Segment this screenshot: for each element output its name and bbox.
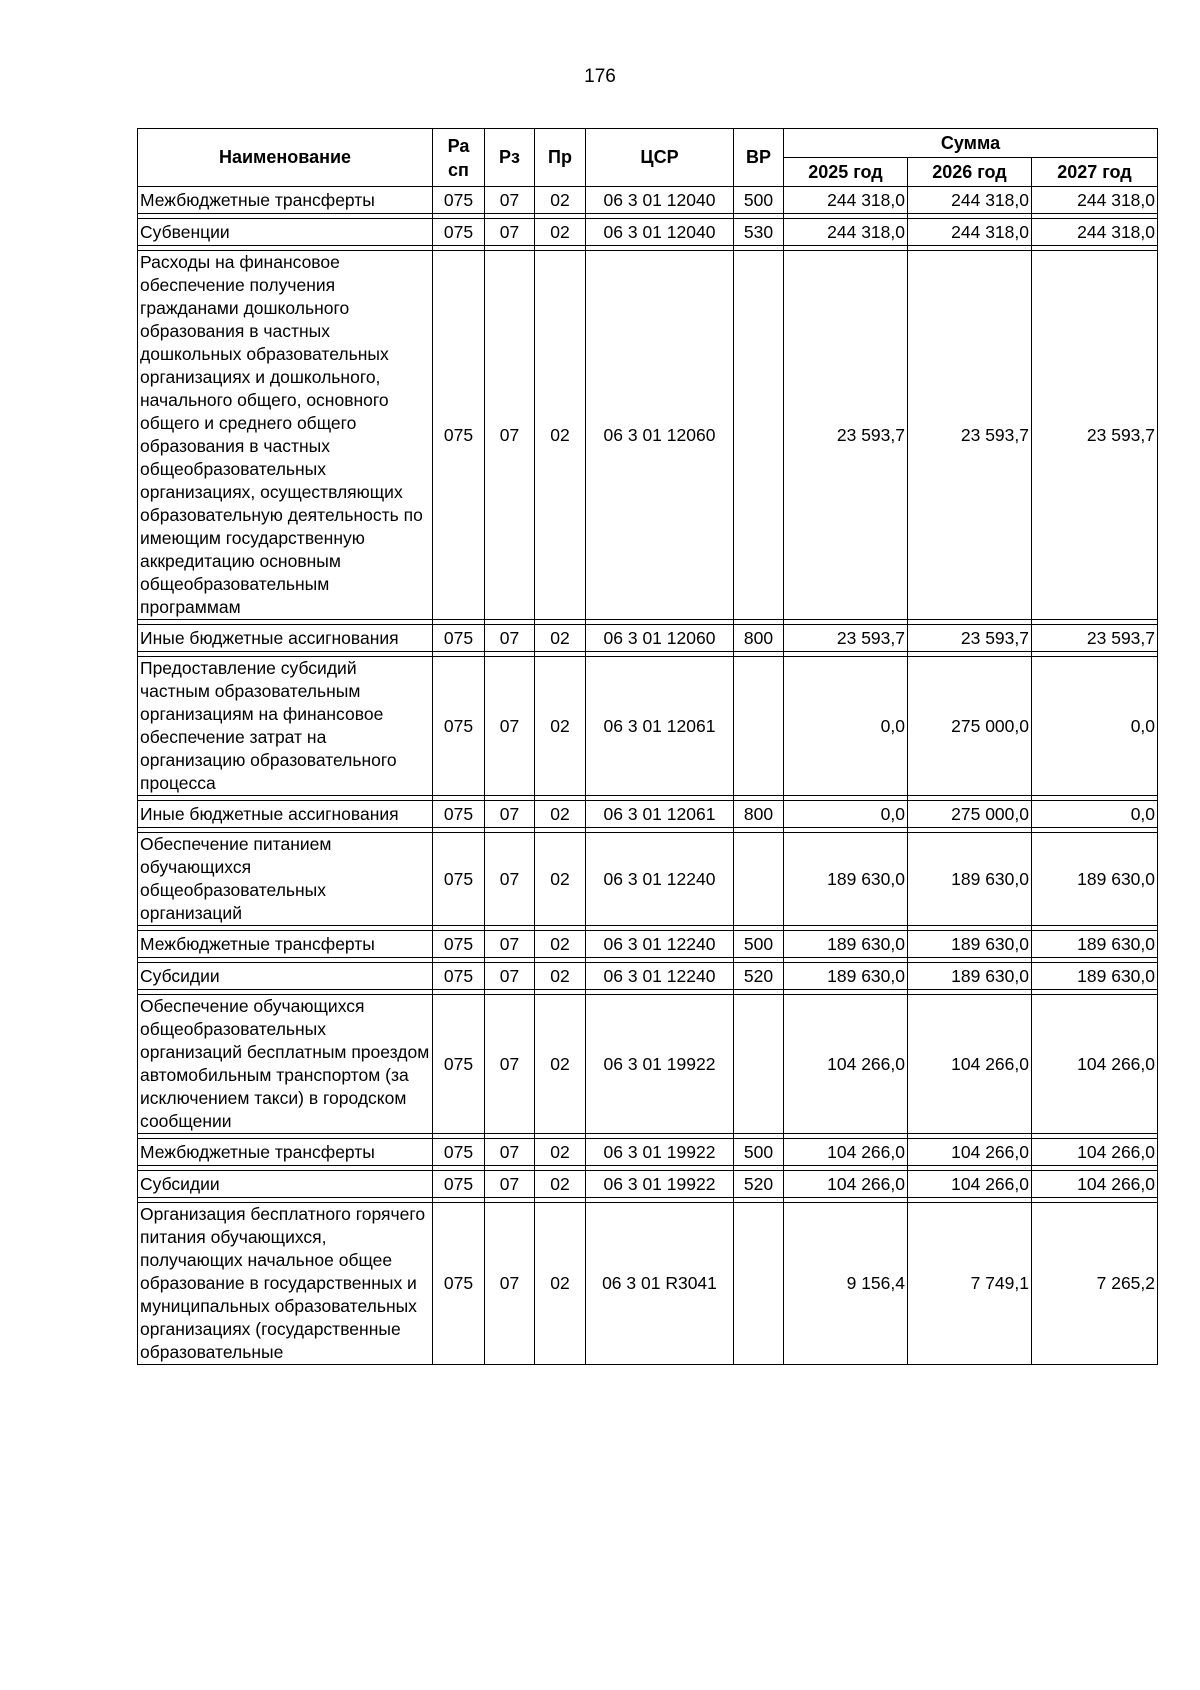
cell-2027: 244 318,0 — [1032, 187, 1158, 214]
cell-2025: 189 630,0 — [784, 931, 908, 958]
cell-2025: 104 266,0 — [784, 995, 908, 1134]
cell-2026: 189 630,0 — [908, 963, 1032, 990]
cell-2026: 275 000,0 — [908, 801, 1032, 828]
cell-2025: 244 318,0 — [784, 187, 908, 214]
cell-rz: 07 — [485, 1203, 535, 1365]
cell-name: Расходы на финансовое обеспечение получения гражданами дошкольного образования в частных дошкольных образовательных организациях и дошкольного, начального общего, основного общего и среднего общего образования в частных общеобразовательных организациях, осуществляющих образовательную деятельность по имеющим государственную аккредитацию основным общеобразовательным программам — [138, 251, 433, 620]
cell-rasp: 075 — [433, 1203, 485, 1365]
table-row — [138, 1171, 1158, 1198]
cell-2025: 189 630,0 — [784, 833, 908, 926]
cell-2026: 189 630,0 — [908, 833, 1032, 926]
header-2026: 2026 год — [908, 158, 1032, 187]
cell-rasp: 075 — [433, 657, 485, 796]
cell-rz: 07 — [485, 657, 535, 796]
cell-rz: 07 — [485, 1171, 535, 1198]
cell-name: Обеспечение питанием обучающихся общеобразовательных организаций — [138, 833, 433, 926]
cell-vr — [734, 657, 784, 796]
cell-rasp: 075 — [433, 995, 485, 1134]
cell-name: Субсидии — [138, 963, 433, 990]
cell-pr: 02 — [535, 219, 586, 246]
cell-vr: 520 — [734, 1171, 784, 1198]
table-row — [138, 625, 1158, 652]
cell-rasp: 075 — [433, 833, 485, 926]
cell-csr: 06 3 01 12060 — [586, 625, 734, 652]
table-row — [138, 963, 1158, 990]
cell-csr: 06 3 01 12061 — [586, 801, 734, 828]
table-row — [138, 931, 1158, 958]
cell-vr — [734, 1203, 784, 1365]
cell-rasp: 075 — [433, 219, 485, 246]
cell-rasp: 075 — [433, 931, 485, 958]
header-sum: Сумма — [784, 129, 1158, 158]
cell-csr: 06 3 01 12060 — [586, 251, 734, 620]
cell-rasp: 075 — [433, 963, 485, 990]
table-body — [138, 187, 1158, 1365]
cell-pr: 02 — [535, 963, 586, 990]
cell-pr: 02 — [535, 1139, 586, 1166]
cell-rz: 07 — [485, 995, 535, 1134]
table-row — [138, 1203, 1158, 1365]
table-row — [138, 657, 1158, 796]
cell-2027: 0,0 — [1032, 801, 1158, 828]
cell-vr: 800 — [734, 801, 784, 828]
table-header — [138, 129, 1158, 187]
cell-name: Обеспечение обучающихся общеобразовательных организаций бесплатным проездом автомобильным транспортом (за исключением такси) в городском сообщении — [138, 995, 433, 1134]
table-row — [138, 187, 1158, 214]
cell-rasp: 075 — [433, 251, 485, 620]
cell-name: Иные бюджетные ассигнования — [138, 625, 433, 652]
cell-rz: 07 — [485, 931, 535, 958]
cell-2027: 189 630,0 — [1032, 833, 1158, 926]
cell-vr: 530 — [734, 219, 784, 246]
cell-vr: 520 — [734, 963, 784, 990]
cell-vr — [734, 833, 784, 926]
cell-2025: 104 266,0 — [784, 1139, 908, 1166]
header-name: Наименование — [138, 129, 433, 187]
cell-csr: 06 3 01 12240 — [586, 931, 734, 958]
cell-rz: 07 — [485, 1139, 535, 1166]
cell-rz: 07 — [485, 251, 535, 620]
header-2027: 2027 год — [1032, 158, 1158, 187]
cell-csr: 06 3 01 12240 — [586, 833, 734, 926]
header-rasp-text: Ра сп — [447, 135, 470, 180]
cell-csr: 06 3 01 12040 — [586, 219, 734, 246]
cell-pr: 02 — [535, 251, 586, 620]
cell-2026: 244 318,0 — [908, 219, 1032, 246]
cell-2026: 104 266,0 — [908, 1139, 1032, 1166]
cell-name: Межбюджетные трансферты — [138, 187, 433, 214]
header-2025: 2025 год — [784, 158, 908, 187]
cell-rz: 07 — [485, 801, 535, 828]
header-rasp — [433, 129, 485, 187]
cell-csr: 06 3 01 R3041 — [586, 1203, 734, 1365]
table-row — [138, 801, 1158, 828]
cell-pr: 02 — [535, 931, 586, 958]
cell-2026: 189 630,0 — [908, 931, 1032, 958]
cell-name: Межбюджетные трансферты — [138, 931, 433, 958]
cell-csr: 06 3 01 12040 — [586, 187, 734, 214]
cell-rz: 07 — [485, 833, 535, 926]
cell-2025: 104 266,0 — [784, 1171, 908, 1198]
cell-rz: 07 — [485, 625, 535, 652]
cell-rasp: 075 — [433, 187, 485, 214]
cell-2027: 23 593,7 — [1032, 251, 1158, 620]
cell-name: Предоставление субсидий частным образовательным организациям на финансовое обеспечение затрат на организацию образовательного процесса — [138, 657, 433, 796]
cell-pr: 02 — [535, 657, 586, 796]
cell-2025: 0,0 — [784, 657, 908, 796]
cell-csr: 06 3 01 12061 — [586, 657, 734, 796]
cell-pr: 02 — [535, 625, 586, 652]
cell-rz: 07 — [485, 963, 535, 990]
cell-csr: 06 3 01 19922 — [586, 1139, 734, 1166]
cell-2027: 104 266,0 — [1032, 1171, 1158, 1198]
cell-2026: 244 318,0 — [908, 187, 1032, 214]
cell-name: Иные бюджетные ассигнования — [138, 801, 433, 828]
cell-2027: 104 266,0 — [1032, 995, 1158, 1134]
cell-2025: 0,0 — [784, 801, 908, 828]
cell-pr: 02 — [535, 833, 586, 926]
cell-2027: 244 318,0 — [1032, 219, 1158, 246]
cell-2027: 0,0 — [1032, 657, 1158, 796]
cell-csr: 06 3 01 19922 — [586, 1171, 734, 1198]
budget-table — [137, 128, 1158, 1365]
table-row — [138, 995, 1158, 1134]
cell-rz: 07 — [485, 219, 535, 246]
cell-2025: 244 318,0 — [784, 219, 908, 246]
header-vr: ВР — [734, 129, 784, 187]
cell-csr: 06 3 01 19922 — [586, 995, 734, 1134]
cell-vr: 500 — [734, 931, 784, 958]
cell-2025: 9 156,4 — [784, 1203, 908, 1365]
cell-rz: 07 — [485, 187, 535, 214]
table-row — [138, 833, 1158, 926]
header-rz: Рз — [485, 129, 535, 187]
cell-2026: 104 266,0 — [908, 1171, 1032, 1198]
cell-name: Межбюджетные трансферты — [138, 1139, 433, 1166]
cell-rasp: 075 — [433, 625, 485, 652]
cell-2025: 23 593,7 — [784, 251, 908, 620]
table-row — [138, 251, 1158, 620]
cell-pr: 02 — [535, 995, 586, 1134]
cell-2026: 7 749,1 — [908, 1203, 1032, 1365]
cell-2025: 189 630,0 — [784, 963, 908, 990]
cell-vr: 800 — [734, 625, 784, 652]
cell-name: Организация бесплатного горячего питания обучающихся, получающих начальное общее образование в государственных и муниципальных образовательных организациях (государственные образовательные — [138, 1203, 433, 1365]
table-row — [138, 1139, 1158, 1166]
cell-rasp: 075 — [433, 1139, 485, 1166]
page-number: 176 — [584, 66, 616, 87]
cell-vr — [734, 251, 784, 620]
cell-pr: 02 — [535, 187, 586, 214]
cell-2027: 7 265,2 — [1032, 1203, 1158, 1365]
cell-2026: 23 593,7 — [908, 625, 1032, 652]
header-pr: Пр — [535, 129, 586, 187]
cell-vr — [734, 995, 784, 1134]
cell-pr: 02 — [535, 1203, 586, 1365]
cell-vr: 500 — [734, 1139, 784, 1166]
cell-2026: 23 593,7 — [908, 251, 1032, 620]
cell-2025: 23 593,7 — [784, 625, 908, 652]
cell-2027: 104 266,0 — [1032, 1139, 1158, 1166]
cell-rasp: 075 — [433, 801, 485, 828]
cell-name: Субсидии — [138, 1171, 433, 1198]
header-csr: ЦСР — [586, 129, 734, 187]
cell-vr: 500 — [734, 187, 784, 214]
cell-rasp: 075 — [433, 1171, 485, 1198]
cell-2027: 189 630,0 — [1032, 963, 1158, 990]
table-row — [138, 219, 1158, 246]
cell-name: Субвенции — [138, 219, 433, 246]
cell-2027: 23 593,7 — [1032, 625, 1158, 652]
cell-pr: 02 — [535, 801, 586, 828]
cell-2026: 104 266,0 — [908, 995, 1032, 1134]
cell-pr: 02 — [535, 1171, 586, 1198]
cell-2026: 275 000,0 — [908, 657, 1032, 796]
cell-csr: 06 3 01 12240 — [586, 963, 734, 990]
cell-2027: 189 630,0 — [1032, 931, 1158, 958]
